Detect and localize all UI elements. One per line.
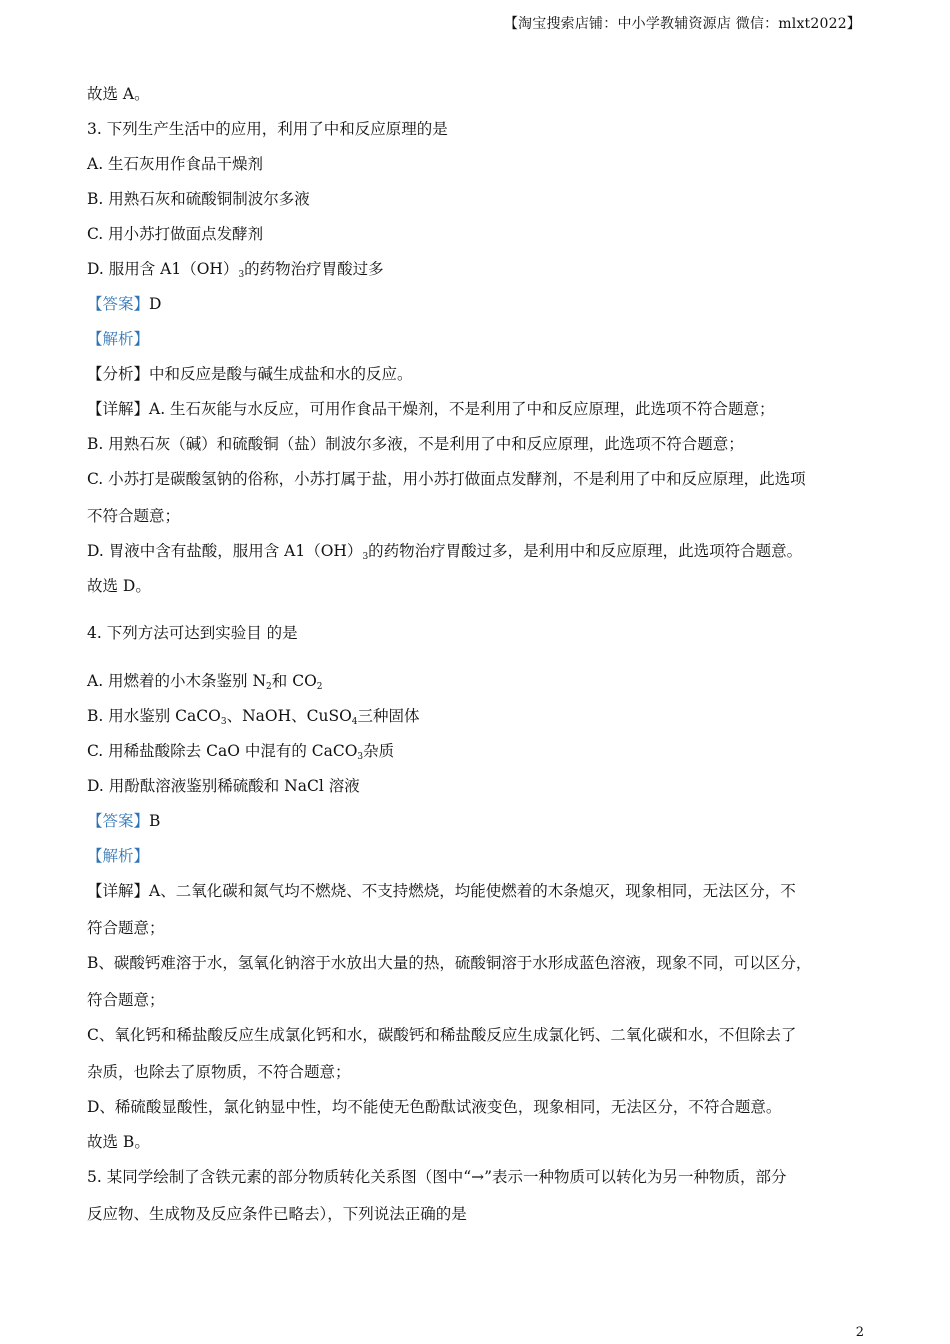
q3-answer: 【答案】D [87, 295, 162, 313]
q3-analysis: 【分析】中和反应是酸与碱生成盐和水的反应。 [87, 365, 413, 383]
q3-detail-c-cont: 不符合题意； [87, 507, 181, 525]
q4-analysis-tag: 【解析】 [87, 847, 150, 865]
q3-detail-c: C. 小苏打是碳酸氢钠的俗称，小苏打属于盐，用小苏打做面点发酵剂，不是利用了中和反应原理，此选项 [87, 470, 806, 488]
q4-option-c: C. 用稀盐酸除去 CaO 中混有的 CaCO$_3$杂质 [87, 742, 395, 762]
question-5-stem-cont: 反应物、生成物及反应条件已略去），下列说法正确的是 [87, 1205, 467, 1223]
q4-answer: 【答案】B [87, 812, 161, 830]
q3-detail-b: B. 用熟石灰（碱）和硫酸铜（盐）制波尔多液，不是利用了中和反应原理，此选项不符合题意； [87, 435, 744, 453]
q4-detail-b: B、碳酸钙难溶于水，氢氧化钠溶于水放出大量的热，硫酸铜溶于水形成蓝色溶液，现象不同，可以区分， [87, 954, 812, 972]
q3-option-d: D. 服用含 $A1(OH)_3$的药物治疗胃酸过多 [87, 260, 384, 280]
q4-detail-a: 【详解】A、二氧化碳和氮气均不燃烧、不支持燃烧，均能使燃着的木条熄灭，现象相同，无法区分，不 [87, 882, 796, 900]
q4-conclusion: 故选 B。 [87, 1133, 150, 1151]
page-header: 【淘宝搜索店铺：中小学教辅资源店 微信：mlxt2022】 [503, 16, 861, 32]
q3-option-a: A. 生石灰用作食品干燥剂 [87, 155, 264, 173]
answer-tag: 【答案】 [87, 812, 150, 830]
q3-detail-a: 【详解】A. 生石灰能与水反应，可用作食品干燥剂，不是利用了中和反应原理，此选项不符合题意； [87, 400, 775, 418]
q4-option-a: A. 用燃着的小木条鉴别 $N_2$和 $CO_2$ [87, 672, 323, 692]
q3-detail-d: D. 胃液中含有盐酸，服用含 $A1(OH)_3$的药物治疗胃酸过多，是利用中和反应原理，此选项符合题意。 [87, 542, 803, 562]
question-5-stem: 5. 某同学绘制了含铁元素的部分物质转化关系图（图中“→”表示一种物质可以转化为另一种物质，部分 [87, 1168, 787, 1186]
q3-option-c: C. 用小苏打做面点发酵剂 [87, 225, 264, 243]
q3-option-b: B. 用熟石灰和硫酸铜制波尔多液 [87, 190, 310, 208]
q4-detail-b-cont: 符合题意； [87, 991, 165, 1009]
text-line: 故选 A。 [87, 85, 150, 103]
q4-detail-a-cont: 符合题意； [87, 919, 165, 937]
answer-tag: 【答案】 [87, 295, 150, 313]
question-3-stem: 3. 下列生产生活中的应用，利用了中和反应原理的是 [87, 120, 448, 138]
page-number: 2 [855, 1325, 864, 1340]
q4-detail-d: D、稀硫酸显酸性，氯化钠显中性，均不能使无色酚酞试液变色，现象相同，无法区分，不符合题意。 [87, 1098, 782, 1116]
q3-analysis-tag: 【解析】 [87, 330, 150, 348]
q4-option-d: D. 用酚酞溶液鉴别稀硫酸和 NaCl 溶液 [87, 777, 360, 795]
q4-option-b: B. 用水鉴别 CaCO$_3$、NaOH、CuSO$_4$三种固体 [87, 707, 420, 727]
q4-detail-c: C、氧化钙和稀盐酸反应生成氯化钙和水，碳酸钙和稀盐酸反应生成氯化钙、二氧化碳和水，不但除去了 [87, 1026, 797, 1044]
q4-detail-c-cont: 杂质，也除去了原物质，不符合题意； [87, 1063, 351, 1081]
question-4-stem: 4. 下列方法可达到实验目 的是 [87, 624, 298, 642]
q3-conclusion: 故选 D。 [87, 577, 151, 595]
